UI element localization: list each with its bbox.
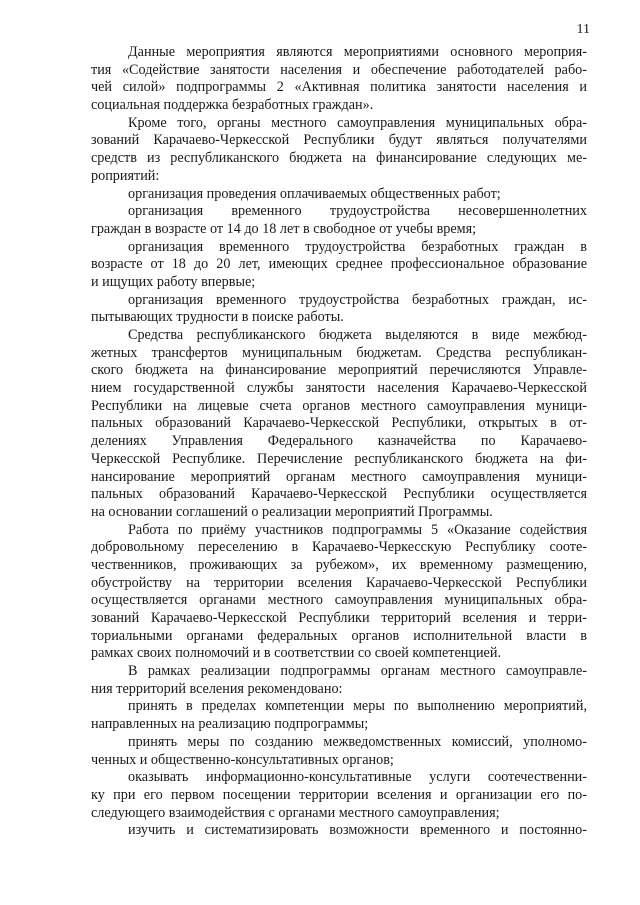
text-line: принять в пределах компетенции меры по выполнению мероприятий,	[128, 698, 587, 715]
text-line: осуществляется органами местного самоуправления муниципальных обра-	[91, 592, 587, 609]
text-line: ского бюджета на финансирование мероприятий перечисляются Управле-	[91, 362, 587, 379]
text-line: Работа по приёму участников подпрограммы 5 «Оказание содействия	[128, 521, 587, 538]
text-line: пытывающих трудности в поиске работы.	[91, 309, 344, 326]
text-line: ку при его первом посещении территории вселения и организации его по-	[91, 786, 587, 803]
text-line: средств из республиканского бюджета на финансирование следующих ме-	[91, 150, 587, 167]
text-line: Кроме того, органы местного самоуправления муниципальных обра-	[128, 114, 587, 131]
text-line: зований Карачаево-Черкесской Республики будут являться получателями	[91, 132, 587, 149]
text-line: направленных на реализацию подпрограммы;	[91, 716, 369, 733]
text-line: чественников, проживающих за рубежом», их временному размещению,	[91, 556, 587, 573]
text-line: роприятий:	[91, 167, 160, 184]
text-line: рамках своих полномочий и в соответствии со своей компетенцией.	[91, 645, 501, 662]
text-line: и ищущих работу впервые;	[91, 273, 256, 290]
text-line: нием государственной службы занятости населения Карачаево-Черкесской	[91, 380, 587, 397]
text-line: ния территорий вселения рекомендовано:	[91, 680, 343, 697]
text-line: организация проведения оплачиваемых общественных работ;	[128, 185, 501, 202]
text-line: Черкесской Республике. Перечисление республиканского бюджета на фи-	[91, 450, 587, 467]
text-line: ченных и общественно-консультативных органов;	[91, 751, 394, 768]
text-line: следующего взаимодействия с органами местного самоуправления;	[91, 804, 500, 821]
text-line: граждан в возрасте от 14 до 18 лет в свободное от учебы время;	[91, 220, 477, 237]
text-line: добровольному переселению в Карачаево-Черкесскую Республику сооте-	[91, 539, 587, 556]
text-line: ториальными органами федеральных органов исполнительной власти в	[91, 627, 587, 644]
text-line: пальных образований Карачаево-Черкесской Республики осуществляется	[91, 486, 587, 503]
text-line: организация временного трудоустройства несовершеннолетних	[128, 203, 587, 220]
text-line: тия «Содействие занятости населения и обеспечение работодателей рабо-	[91, 61, 587, 78]
text-line: оказывать информационно-консультативные услуги соотечественни-	[128, 769, 587, 786]
text-line: чей силой» подпрограммы 2 «Активная политика занятости населения и	[91, 79, 587, 96]
text-line: обустройству на территории вселения Карачаево-Черкесской Республики	[91, 574, 587, 591]
text-line: Средства республиканского бюджета выделяются в виде межбюд-	[128, 327, 587, 343]
text-line: изучить и систематизировать возможности временного и постоянно-	[128, 822, 587, 839]
text-line: организация временного трудоустройства безработных граждан, ис-	[128, 291, 587, 308]
text-line: зований Карачаево-Черкесской Республики территорий вселения и терри-	[91, 610, 587, 626]
text-line: организация временного трудоустройства безработных граждан в	[128, 238, 587, 255]
text-line: возрасте от 18 до 20 лет, имеющих среднее профессиональное образование	[91, 256, 587, 273]
text-line: жетных трансфертов муниципальным бюджетам. Средства республикан-	[91, 344, 587, 361]
text-line: нансирование мероприятий органам местного самоуправления муници-	[91, 468, 587, 485]
text-line: Данные мероприятия являются мероприятиями основного мероприя-	[128, 44, 587, 60]
text-line: В рамках реализации подпрограммы органам местного самоуправле-	[128, 663, 587, 680]
page-number: 11	[576, 22, 590, 37]
text-line: делениях Управления Федерального казначейства по Карачаево-	[91, 433, 587, 450]
text-line: Республики на лицевые счета органов местного самоуправления муници-	[91, 397, 587, 414]
text-line: на основании соглашений о реализации мероприятий Программы.	[91, 503, 493, 520]
document-body	[91, 44, 587, 840]
text-line: пальных образований Карачаево-Черкесской Республики, открытых в от-	[91, 415, 587, 432]
text-line: социальная поддержка безработных граждан».	[91, 97, 374, 114]
text-line: принять меры по созданию межведомственных комиссий, уполномо-	[128, 733, 587, 750]
